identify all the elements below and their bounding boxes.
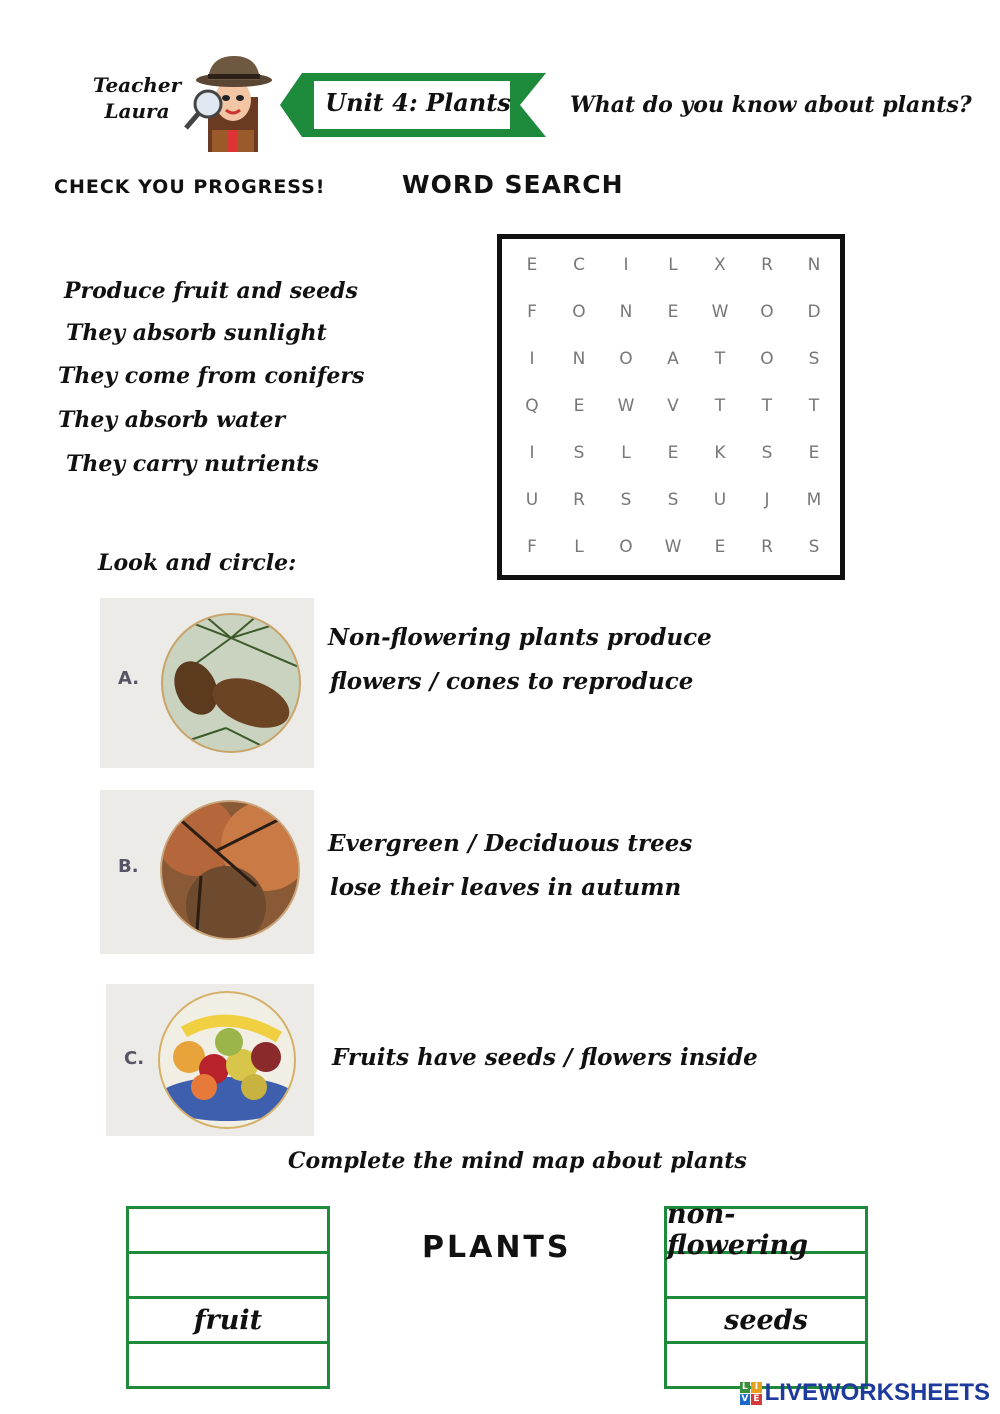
- pine-cone-image: [156, 608, 306, 758]
- teacher-name-line2: Laura: [104, 99, 170, 123]
- statement-c[interactable]: Fruits have seeds / flowers inside: [332, 1044, 758, 1071]
- mind-map-right-box: [664, 1199, 868, 1389]
- grid-cell[interactable]: X: [714, 255, 726, 275]
- mind-map-left-box: [126, 1206, 330, 1389]
- liveworksheets-logo-text: LIVEWORKSHEETS: [764, 1379, 990, 1406]
- grid-cell[interactable]: E: [526, 255, 538, 275]
- mind-map-center-label: PLANTS: [422, 1230, 572, 1265]
- grid-cell[interactable]: S: [808, 537, 820, 557]
- mind-map-left-field-1[interactable]: [129, 1209, 327, 1254]
- clue-3: They come from conifers: [58, 363, 365, 389]
- unit-title: Unit 4: Plants: [325, 88, 511, 117]
- header-question: What do you know about plants?: [570, 92, 972, 118]
- grid-cell[interactable]: O: [760, 349, 774, 369]
- clue-1: Produce fruit and seeds: [64, 278, 358, 304]
- grid-cell[interactable]: E: [667, 302, 679, 322]
- grid-cell[interactable]: E: [667, 443, 679, 463]
- statement-b-line2[interactable]: lose their leaves in autumn: [330, 874, 682, 901]
- grid-cell[interactable]: W: [711, 302, 729, 322]
- grid-cell[interactable]: I: [623, 255, 629, 275]
- liveworksheets-logo[interactable]: [740, 1378, 990, 1408]
- grid-cell[interactable]: O: [760, 302, 774, 322]
- grid-cell[interactable]: F: [527, 302, 537, 322]
- photo-letter-a: A.: [118, 668, 140, 689]
- grid-cell[interactable]: L: [668, 255, 678, 275]
- grid-cell[interactable]: T: [714, 349, 726, 369]
- word-search-grid[interactable]: [497, 234, 845, 580]
- mind-map-left-field-4[interactable]: [129, 1344, 327, 1386]
- teacher-name: [92, 72, 182, 124]
- progress-title: CHECK YOU PROGRESS!: [54, 176, 326, 198]
- teacher-name-line1: Teacher: [92, 73, 182, 97]
- grid-cell[interactable]: O: [572, 302, 586, 322]
- mind-map-left-field-3[interactable]: fruit: [129, 1299, 327, 1344]
- grid-cell[interactable]: N: [807, 255, 821, 275]
- grid-cell[interactable]: R: [761, 537, 773, 557]
- grid-cell[interactable]: U: [525, 490, 539, 510]
- grid-cell[interactable]: V: [667, 396, 679, 416]
- grid-cell[interactable]: C: [573, 255, 585, 275]
- clue-4: They absorb water: [58, 407, 286, 433]
- grid-cell[interactable]: S: [808, 349, 820, 369]
- grid-cell[interactable]: A: [667, 349, 679, 369]
- photo-autumn-tree: [100, 790, 314, 954]
- statement-a-line2[interactable]: flowers / cones to reproduce: [330, 668, 694, 695]
- grid-cell[interactable]: W: [617, 396, 635, 416]
- grid-cell[interactable]: R: [761, 255, 773, 275]
- photo-letter-b: B.: [118, 856, 139, 877]
- autumn-tree-image: [156, 796, 304, 944]
- grid-cell[interactable]: E: [573, 396, 585, 416]
- grid-cell[interactable]: I: [529, 349, 535, 369]
- grid-cell[interactable]: U: [713, 490, 727, 510]
- grid-cell[interactable]: Q: [525, 396, 539, 416]
- photo-fruit-bowl: [106, 984, 314, 1136]
- grid-cell[interactable]: M: [806, 490, 822, 510]
- clue-2: They absorb sunlight: [66, 320, 327, 346]
- grid-cell[interactable]: L: [574, 537, 584, 557]
- grid-cell[interactable]: K: [714, 443, 726, 463]
- mind-map-left-field-2[interactable]: [129, 1254, 327, 1299]
- grid-cell[interactable]: S: [761, 443, 773, 463]
- grid-cell[interactable]: O: [619, 537, 633, 557]
- look-and-circle-title: Look and circle:: [98, 550, 297, 576]
- word-search-title: WORD SEARCH: [402, 170, 624, 199]
- photo-pine-cones: [100, 598, 314, 768]
- mind-map-right-field-3[interactable]: seeds: [667, 1299, 865, 1344]
- grid-cell[interactable]: S: [620, 490, 632, 510]
- grid-cell[interactable]: E: [714, 537, 726, 557]
- grid-cell[interactable]: F: [527, 537, 537, 557]
- photo-letter-c: C.: [124, 1048, 145, 1069]
- fruit-bowl-image: [154, 987, 300, 1133]
- grid-cell[interactable]: N: [572, 349, 586, 369]
- grid-cell[interactable]: D: [807, 302, 821, 322]
- clue-5: They carry nutrients: [66, 451, 319, 477]
- grid-cell[interactable]: J: [764, 490, 770, 510]
- grid-cell[interactable]: I: [529, 443, 535, 463]
- grid-cell[interactable]: T: [714, 396, 726, 416]
- grid-cell[interactable]: N: [619, 302, 633, 322]
- grid-cell[interactable]: O: [619, 349, 633, 369]
- teacher-avatar: [178, 52, 274, 152]
- grid-cell[interactable]: W: [664, 537, 682, 557]
- statement-b-line1[interactable]: Evergreen / Deciduous trees: [328, 830, 693, 857]
- grid-cell[interactable]: L: [621, 443, 631, 463]
- grid-cell[interactable]: S: [573, 443, 585, 463]
- mind-map-right-field-1[interactable]: non-flowering: [667, 1209, 865, 1254]
- detective-avatar-icon: [178, 52, 274, 152]
- grid-cell[interactable]: T: [808, 396, 820, 416]
- liveworksheets-badge-icon: L I V E: [740, 1382, 762, 1404]
- grid-cell[interactable]: R: [573, 490, 585, 510]
- grid-cell[interactable]: T: [761, 396, 773, 416]
- statement-a-line1[interactable]: Non-flowering plants produce: [328, 624, 712, 651]
- grid-cell[interactable]: S: [667, 490, 679, 510]
- mind-map-title: Complete the mind map about plants: [288, 1148, 747, 1174]
- grid-cell[interactable]: E: [808, 443, 820, 463]
